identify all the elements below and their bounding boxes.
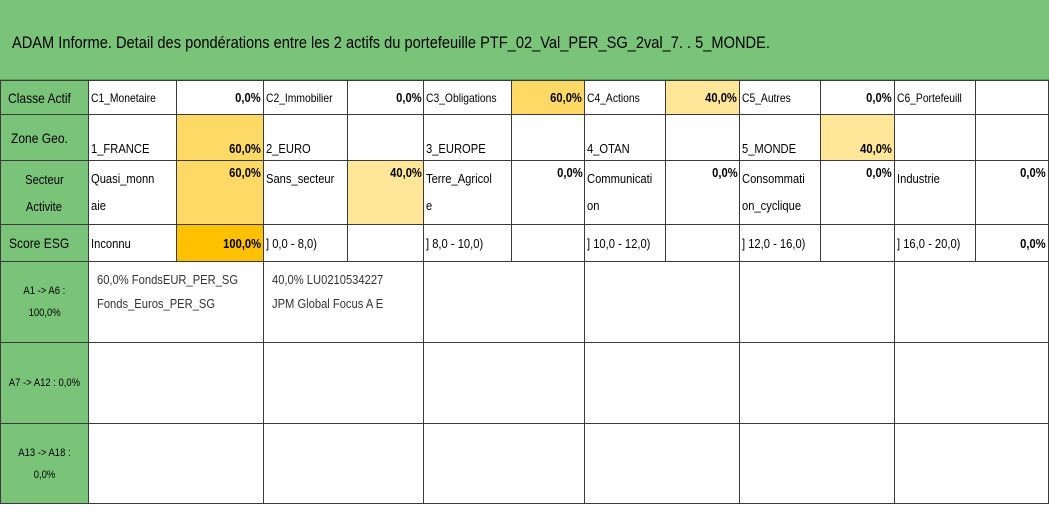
table-row — [1, 115, 1049, 161]
zone-value[interactable] — [666, 115, 740, 161]
row-label-classe: Classe Actif — [1, 81, 89, 115]
zone-name[interactable]: 5_MONDE — [740, 115, 821, 161]
esg-name[interactable]: ] 10,0 - 12,0) — [585, 225, 666, 262]
asset-cell[interactable]: 60,0% FondsEUR_PER_SG Fonds_Euros_PER_SG — [88, 262, 263, 343]
classe-name[interactable]: C5_Autres — [740, 81, 821, 115]
zone-name[interactable]: 3_EUROPE — [424, 115, 511, 161]
row-label-a7-a12: A7 -> A12 : 0,0% — [1, 343, 89, 424]
classe-name[interactable]: C3_Obligations — [424, 81, 511, 115]
empty-cell — [894, 343, 1048, 424]
row-label-a13-a18: A13 -> A18 : 0,0% — [1, 424, 89, 504]
esg-name[interactable]: ] 8,0 - 10,0) — [424, 225, 511, 262]
secteur-value[interactable]: 0,0% — [511, 161, 585, 225]
secteur-name[interactable]: Terre_Agricol e — [424, 161, 511, 225]
esg-value[interactable] — [820, 225, 894, 262]
empty-cell — [585, 424, 740, 504]
empty-cell — [263, 424, 424, 504]
esg-name[interactable]: Inconnu — [88, 225, 176, 262]
secteur-value[interactable]: 60,0% — [176, 161, 263, 225]
esg-value[interactable]: 0,0% — [976, 225, 1049, 262]
secteur-value[interactable]: 40,0% — [348, 161, 424, 225]
empty-cell — [88, 343, 263, 424]
classe-value[interactable]: 0,0% — [348, 81, 424, 115]
empty-cell — [424, 424, 585, 504]
empty-cell — [585, 262, 740, 343]
empty-cell — [894, 424, 1048, 504]
row-label-esg: Score ESG — [1, 225, 89, 262]
row-label-a1-a6: A1 -> A6 : 100,0% — [1, 262, 89, 343]
esg-name[interactable]: ] 0,0 - 8,0) — [263, 225, 348, 262]
zone-value[interactable] — [348, 115, 424, 161]
secteur-value[interactable]: 0,0% — [820, 161, 894, 225]
report-title-bar — [0, 0, 1049, 80]
table-row — [1, 225, 1049, 262]
zone-value[interactable]: 60,0% — [176, 115, 263, 161]
zone-name[interactable]: 2_EURO — [263, 115, 348, 161]
empty-cell — [424, 343, 585, 424]
classe-value[interactable]: 60,0% — [511, 81, 585, 115]
empty-cell — [424, 262, 585, 343]
classe-name[interactable]: C4_Actions — [585, 81, 666, 115]
zone-value[interactable]: 40,0% — [820, 115, 894, 161]
classe-name[interactable]: C6_Portefeuill — [894, 81, 976, 115]
secteur-name[interactable]: Sans_secteur — [263, 161, 348, 225]
table-row — [1, 424, 1049, 504]
classe-value[interactable] — [976, 81, 1049, 115]
weights-table — [0, 80, 1049, 504]
report-title: ADAM Informe. Detail des pondérations entre les 2 actifs du portefeuille PTF_02_Val_PER_SG_2val_7. . 5_MONDE. — [12, 33, 770, 52]
zone-value[interactable] — [511, 115, 585, 161]
table-row — [1, 262, 1049, 343]
zone-name[interactable]: 4_OTAN — [585, 115, 666, 161]
esg-value[interactable]: 100,0% — [176, 225, 263, 262]
esg-value[interactable] — [511, 225, 585, 262]
zone-name[interactable]: 1_FRANCE — [88, 115, 176, 161]
secteur-name[interactable]: Industrie — [894, 161, 976, 225]
secteur-value[interactable]: 0,0% — [976, 161, 1049, 225]
esg-value[interactable] — [348, 225, 424, 262]
secteur-name[interactable]: Quasi_monn aie — [88, 161, 176, 225]
zone-name[interactable] — [894, 115, 976, 161]
table-row — [1, 161, 1049, 225]
table-row — [1, 81, 1049, 115]
classe-name[interactable]: C1_Monetaire — [88, 81, 176, 115]
empty-cell — [585, 343, 740, 424]
classe-name[interactable]: C2_Immobilier — [263, 81, 348, 115]
esg-value[interactable] — [666, 225, 740, 262]
classe-value[interactable]: 0,0% — [820, 81, 894, 115]
secteur-name[interactable]: Consommati on_cyclique — [740, 161, 821, 225]
asset-cell[interactable]: 40,0% LU0210534227 JPM Global Focus A E — [263, 262, 424, 343]
empty-cell — [263, 343, 424, 424]
empty-cell — [740, 343, 894, 424]
empty-cell — [894, 262, 1048, 343]
esg-name[interactable]: ] 12,0 - 16,0) — [740, 225, 821, 262]
secteur-name[interactable]: Communicati on — [585, 161, 666, 225]
row-label-secteur: Secteur Activite — [1, 161, 89, 225]
classe-value[interactable]: 40,0% — [666, 81, 740, 115]
empty-cell — [740, 424, 894, 504]
empty-cell — [88, 424, 263, 504]
table-row — [1, 343, 1049, 424]
empty-cell — [740, 262, 894, 343]
esg-name[interactable]: ] 16,0 - 20,0) — [894, 225, 976, 262]
classe-value[interactable]: 0,0% — [176, 81, 263, 115]
secteur-value[interactable]: 0,0% — [666, 161, 740, 225]
row-label-zone: Zone Geo. — [1, 115, 89, 161]
zone-value[interactable] — [976, 115, 1049, 161]
